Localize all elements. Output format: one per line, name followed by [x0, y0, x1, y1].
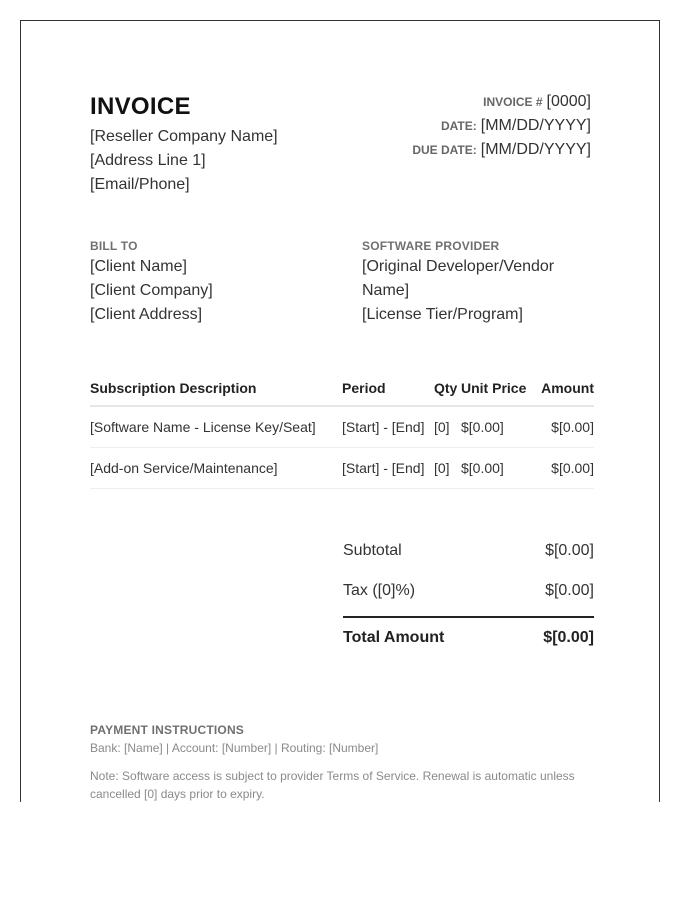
- client-company: [Client Company]: [90, 282, 213, 299]
- due-date-row: [412, 138, 591, 162]
- payment-instructions-label: PAYMENT INSTRUCTIONS: [90, 723, 245, 737]
- subtotal-label: Subtotal: [343, 542, 402, 559]
- row-amount: $[0.00]: [536, 406, 594, 448]
- column-header-qty: Qty: [434, 371, 461, 406]
- seller-company-name: [Reseller Company Name]: [90, 128, 278, 145]
- seller-info: [90, 125, 278, 197]
- column-header-unit-price: Unit Price: [461, 371, 536, 406]
- column-header-description: Subscription Description: [90, 371, 342, 406]
- software-provider-block: [362, 255, 582, 327]
- subtotal-row: [343, 536, 594, 576]
- invoice-number-row: [412, 90, 591, 114]
- row-unit-price: $[0.00]: [461, 448, 536, 489]
- invoice-date-value: [MM/DD/YYYY]: [480, 117, 591, 134]
- client-address: [Client Address]: [90, 306, 203, 323]
- invoice-number-value: [0000]: [546, 93, 591, 110]
- provider-name: [Original Developer/Vendor Name]: [362, 258, 555, 299]
- invoice-number-label: INVOICE #: [483, 95, 543, 109]
- totals-block: [343, 536, 594, 658]
- seller-contact: [Email/Phone]: [90, 176, 190, 193]
- invoice-meta: [412, 90, 591, 162]
- row-period: [Start] - [End]: [342, 406, 434, 448]
- invoice-date-label: DATE:: [440, 119, 477, 133]
- column-header-amount: Amount: [536, 371, 594, 406]
- tax-label: Tax ([0]%): [343, 582, 416, 599]
- table-row: [90, 406, 594, 448]
- tax-value: $[0.00]: [545, 582, 594, 599]
- total-amount-row: [343, 618, 594, 658]
- tax-row: [343, 576, 594, 616]
- seller-address: [Address Line 1]: [90, 152, 206, 169]
- invoice-page: [20, 20, 660, 802]
- bill-to-label: BILL TO: [90, 239, 138, 253]
- row-period: [Start] - [End]: [342, 448, 434, 489]
- row-amount: $[0.00]: [536, 448, 594, 489]
- column-header-period: Period: [342, 371, 434, 406]
- payment-bank-details: Bank: [Name] | Account: [Number] | Routing: [Number]: [90, 741, 379, 755]
- row-description: [Add-on Service/Maintenance]: [90, 448, 342, 489]
- payment-note: Note: Software access is subject to provider Terms of Service. Renewal is automatic unless cancelled [0] days prior to expiry.: [90, 769, 575, 801]
- subtotal-value: $[0.00]: [545, 542, 594, 559]
- table-header-row: [90, 371, 594, 406]
- provider-license-tier: [License Tier/Program]: [362, 306, 523, 323]
- total-amount-label: Total Amount: [343, 629, 445, 646]
- due-date-label: DUE DATE:: [412, 143, 477, 157]
- row-description: [Software Name - License Key/Seat]: [90, 406, 342, 448]
- bill-to-block: [90, 255, 213, 327]
- invoice-title: INVOICE: [90, 93, 191, 120]
- row-qty: [0]: [434, 406, 461, 448]
- row-unit-price: $[0.00]: [461, 406, 536, 448]
- client-name: [Client Name]: [90, 258, 187, 275]
- row-qty: [0]: [434, 448, 461, 489]
- total-amount-value: $[0.00]: [543, 629, 594, 646]
- invoice-date-row: [412, 114, 591, 138]
- line-items-table: [90, 371, 594, 489]
- table-row: [90, 448, 594, 489]
- software-provider-label: SOFTWARE PROVIDER: [362, 239, 500, 253]
- due-date-value: [MM/DD/YYYY]: [480, 141, 591, 158]
